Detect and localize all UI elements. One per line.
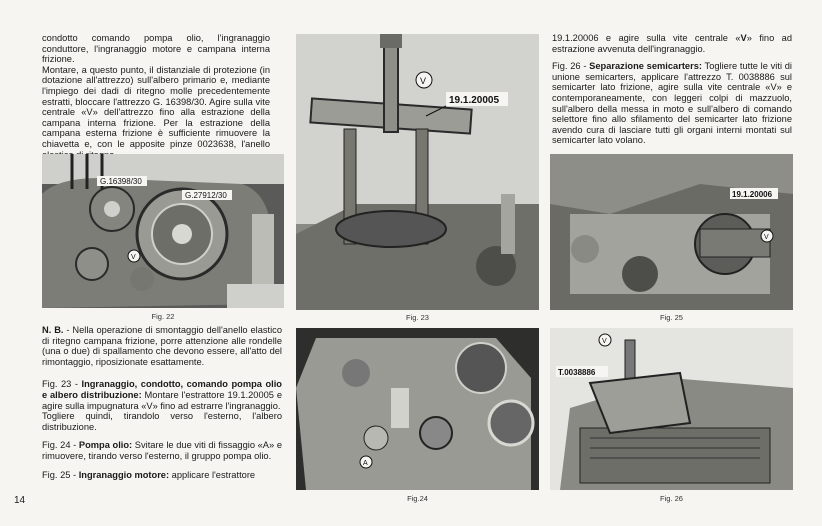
fig23-label-tool: 19.1.20005	[449, 95, 500, 106]
fig24-marker-a: A	[363, 460, 368, 467]
figure-23-photo	[296, 34, 539, 310]
fig26-text: Togliere tutte le viti di unione semicarters, applicare l'attrezzo T. 0038886 sul semicarter lato frizione, agire sulla vite centrale «V» e contemporaneamente, con leggeri colpi di mazzuolo, sull'albero della messa in moto e sull'albero di comando selettore fino allo sfilamento del semicarter lato frizione avendo cura di lasciare tutti gli organi interni montati sul semicarter lato volano.	[552, 61, 793, 146]
fig25-marker-v: V	[764, 234, 769, 241]
figure-22-caption: Fig. 22	[151, 312, 175, 321]
fig25-cont-v: V	[740, 33, 747, 43]
fig25-prefix: Fig. 25 -	[42, 469, 79, 480]
fig22-label-tool2: G.27912/30	[185, 191, 227, 200]
page-number: 14	[14, 495, 26, 506]
paragraph-fig24	[42, 440, 282, 461]
paragraph-fig25-cont	[552, 33, 792, 54]
figure-25-photo	[550, 154, 793, 310]
col1-top-text	[42, 33, 270, 167]
fig22-marker-v: V	[131, 254, 136, 261]
figure-22-photo	[42, 154, 284, 308]
fig23-title: Ingranaggio, condotto, comando pompa olio e albero distribuzione:	[42, 379, 282, 400]
fig24-title: Pompa olio:	[78, 440, 133, 451]
figure-23-caption: Fig. 23	[406, 313, 429, 322]
fig26-prefix: Fig. 26 -	[552, 61, 590, 72]
figure-25-caption: Fig. 25	[660, 313, 683, 322]
paragraph-clutch-intro: condotto comando pompa olio, l'ingranaggio conduttore, l'ingranaggio motore e campana interna frizione.	[42, 33, 270, 65]
paragraph-nb	[42, 325, 282, 367]
fig25-title: Ingranaggio motore:	[78, 469, 170, 480]
fig25-label-tool: 19.1.20006	[732, 190, 773, 199]
nb-text: - Nella operazione di smontaggio dell'anello elastico di ritegno campana frizione, porre attenzione alle rondelle (una o due) di spallamento che devono essere, all'atto del rimontaggio, riposizionate esattamente.	[42, 325, 282, 367]
paragraph-fig25	[42, 470, 282, 481]
fig24-text: Svitare le due viti di fissaggio «A» e rimuovere, tirando verso l'esterno, il gruppo pompa olio.	[42, 440, 282, 461]
fig23-text: Montare l'estrattore 19.1.20005 e agire sulla impugnatura «V» fino ad estrarre l'ingranaggio.	[42, 389, 282, 411]
fig22-label-tool1: G.16398/30	[100, 177, 142, 186]
fig26-title: Separazione semicarters:	[589, 61, 702, 72]
fig25-cont-a: 19.1.20006 e agire sulla vite centrale «	[552, 33, 741, 43]
figure-24-photo	[296, 328, 539, 490]
fig23-marker-v: V	[420, 76, 427, 86]
col1-bottom-text	[42, 325, 282, 487]
paragraph-clutch-tool: Montare, a questo punto, il distanziale di protezione (in dotazione all'attrezzo) sull'albero primario e, mediante l'impiego dei dadi di ritegno molle precedentemente estratti, bloccare l'attrezzo G. 16398/30. Agire sulla vite centrale «V» dell'attrezzo fino alla estrazione della campana interna frizione. Per la estrazione della campana esterna frizione è sufficiente rimuovere la chiavetta e, con le apposite pinze 0023638, l'anello	[42, 64, 270, 149]
figure-26-caption: Fig. 26	[660, 494, 683, 503]
paragraph-fig26	[552, 61, 792, 146]
figure-24-caption: Fig.24	[407, 494, 428, 503]
fig25-cont-c: » fino ad estrazione avvenuta dell'ingranaggio.	[552, 33, 792, 54]
fig23-prefix: Fig. 23 -	[42, 379, 82, 390]
col3-top-text	[552, 33, 792, 153]
fig24-prefix: Fig. 24 -	[42, 440, 79, 451]
fig25-text: applicare l'estrattore	[169, 469, 256, 480]
fig26-label-tool: T.0038886	[558, 368, 596, 377]
nb-label: N. B.	[42, 325, 64, 335]
paragraph-fig23	[42, 379, 282, 432]
figure-26-photo	[550, 328, 793, 490]
fig23-text2: Togliere quindi, tirandolo verso l'esterno, l'albero distribuzione.	[42, 411, 282, 432]
fig26-marker-v: V	[602, 338, 607, 345]
